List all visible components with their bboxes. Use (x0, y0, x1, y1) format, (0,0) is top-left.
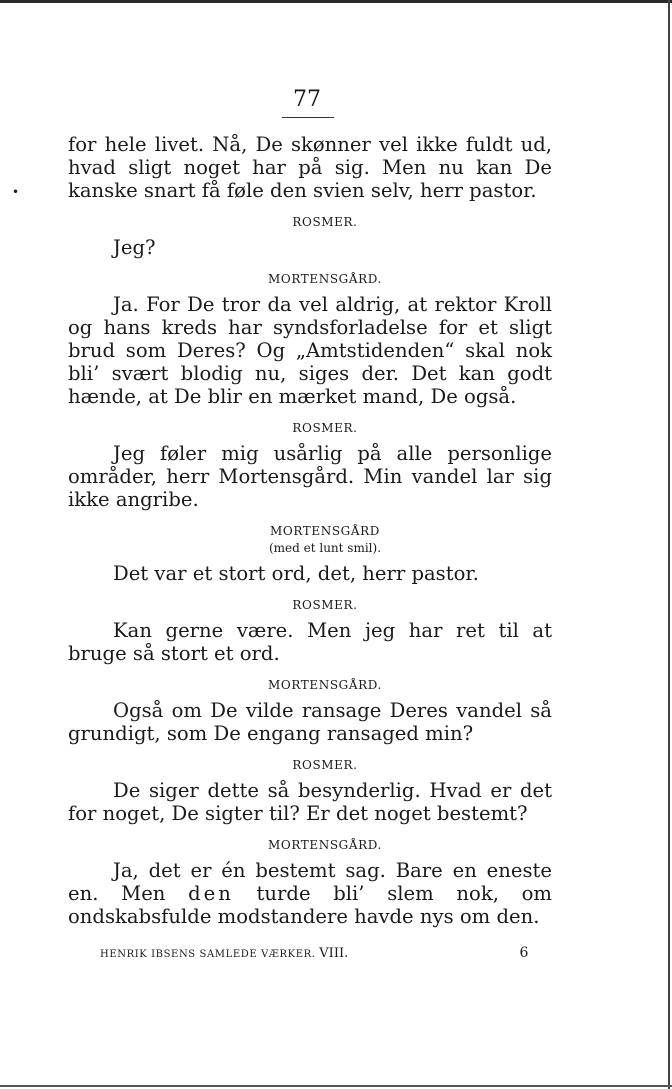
speech-paragraph: Også om De vilde ransage Deres vandel så grundigt, som De engang ransaged min? (68, 699, 552, 745)
speaker-name: ROSMER. (292, 215, 358, 229)
speech-paragraph (68, 859, 552, 928)
speaker-name: ROSMER. (292, 421, 358, 435)
page-number: 77 (293, 87, 321, 112)
speech-text-after: turde bli’ slem nok, om ondskabsfulde modstandere havde nys om den. (68, 882, 552, 928)
volume-number: VIII. (319, 946, 349, 961)
speaker-name: ROSMER. (292, 598, 358, 612)
speech-text-before: Ja, det er én bestemt sag. Bare en eneste en. Men (68, 859, 552, 905)
speech-paragraph: Det var et stort ord, det, herr pastor. (113, 562, 479, 585)
margin-speck: • (12, 185, 20, 199)
speaker-name: MORTENSGÅRD. (268, 678, 382, 692)
signature-title: HENRIK IBSENS SAMLEDE VÆRKER. (100, 949, 316, 960)
opening-paragraph: for hele livet. Nå, De skønner vel ikke fuldt ud, hvad sligt noget har på sig. Men nu kan De kanske snart få føle den svien selv, herr pastor. (68, 133, 552, 202)
speaker-name: MORTENSGÅRD. (268, 272, 382, 286)
speech-paragraph: Kan gerne være. Men jeg har ret til at bruge så stort et ord. (68, 619, 552, 665)
scan-top-edge (0, 0, 672, 3)
speech-paragraph: De siger dette så besynderlig. Hvad er det for noget, De sigter til? Er det noget bestemt? (68, 779, 552, 825)
speaker-name: ROSMER. (292, 758, 358, 772)
speaker-name: MORTENSGÅRD. (268, 838, 382, 852)
speech-paragraph: Jeg? (113, 236, 156, 259)
scan-bottom-edge (0, 1085, 672, 1087)
signature-line (100, 947, 348, 962)
speech-paragraph: Jeg føler mig usårlig på alle personlige områder, herr Mortensgård. Min vandel lar sig ikke angribe. (68, 442, 552, 511)
scan-right-edge (668, 0, 670, 1089)
sheet-number: 6 (519, 945, 529, 961)
stage-direction: (med et lunt smil). (268, 541, 382, 555)
emphasized-word: den (188, 882, 234, 905)
speech-paragraph: Ja. For De tror da vel aldrig, at rektor Kroll og hans kreds har syndsforladelse for et sligt brud som Deres? Og „Amtstidenden“ skal nok bli’ svært blodig nu, siges der. Det kan godt hænde, at De blir en mærket mand, De også. (68, 293, 552, 408)
page-number-underline (282, 117, 334, 118)
page-body (68, 133, 552, 928)
speaker-name: MORTENSGÅRD (270, 524, 380, 538)
